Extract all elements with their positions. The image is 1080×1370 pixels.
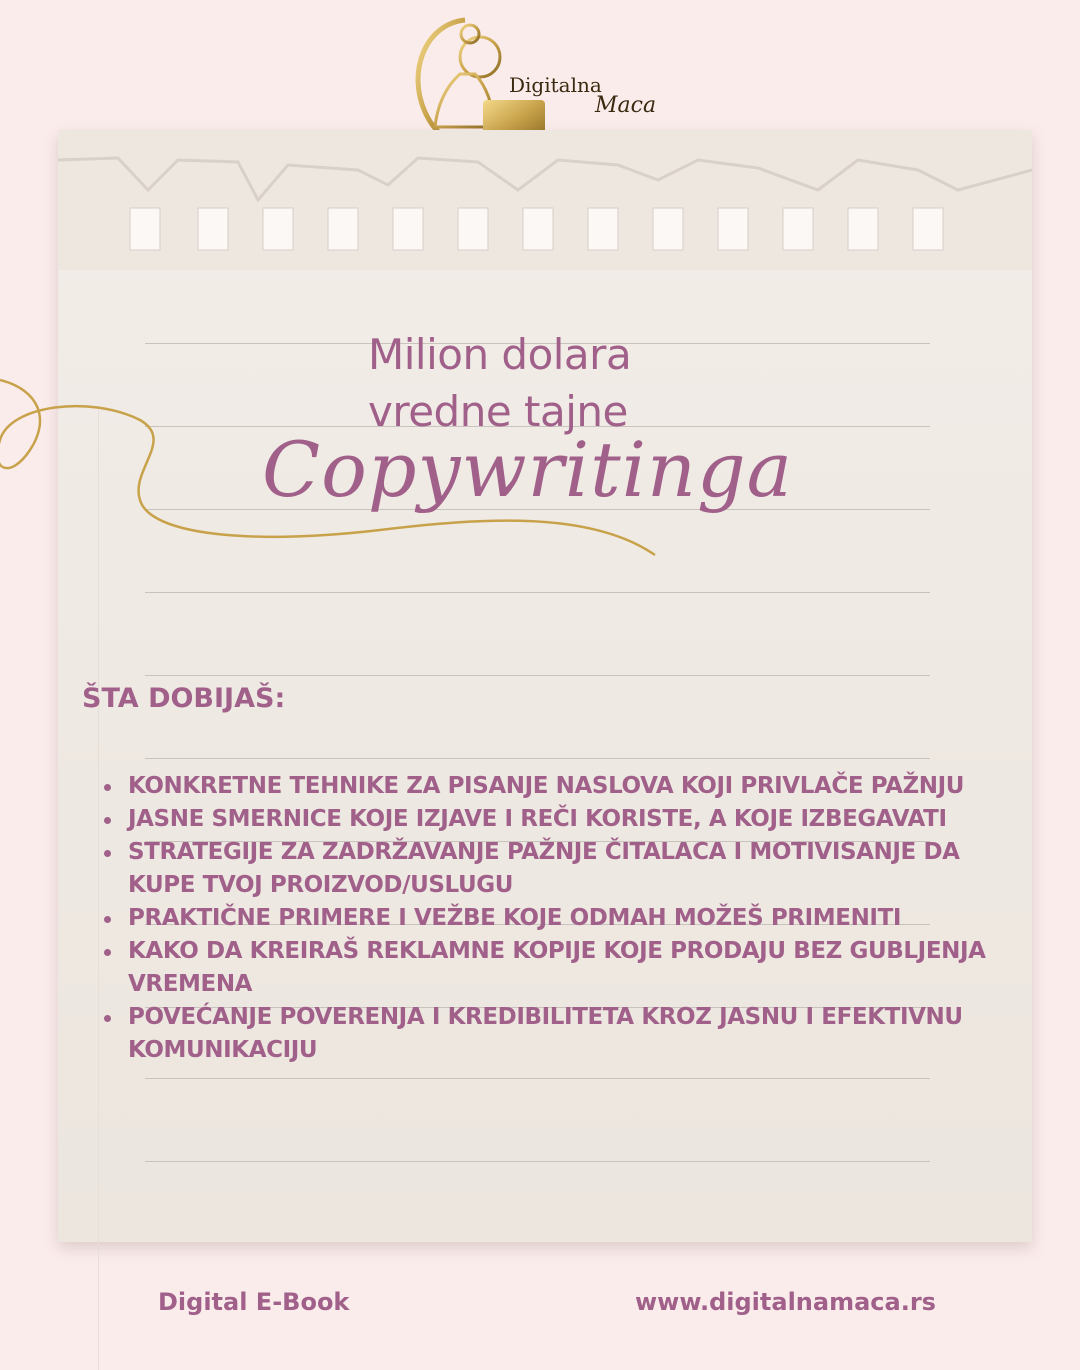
footer-website-link[interactable]: www.digitalnamaca.rs [635, 1288, 936, 1316]
ruled-line [145, 675, 930, 676]
title-script: Copywritinga [262, 425, 793, 514]
list-item: JASNE SMERNICE KOJE IZJAVE I REČI KORISTE, A KOJE IZBEGAVATI [100, 803, 1000, 836]
list-item: PRAKTIČNE PRIMERE I VEŽBE KOJE ODMAH MOŽEŠ PRIMENITI [100, 902, 1000, 935]
ruled-line [145, 592, 930, 593]
benefits-list [100, 770, 1000, 1067]
ruled-line [145, 1161, 930, 1162]
torn-paper-edge [58, 130, 1032, 270]
title-line-2: vredne tajne [368, 387, 628, 436]
list-item: KAKO DA KREIRAŠ REKLAMNE KOPIJE KOJE PRODAJU BEZ GUBLJENJA VREMENA [100, 935, 1000, 1001]
section-heading: ŠTA DOBIJAŠ: [82, 683, 286, 714]
footer-product-label: Digital E-Book [158, 1288, 350, 1316]
ruled-line [145, 1078, 930, 1079]
ruled-line [145, 758, 930, 759]
list-item: STRATEGIJE ZA ZADRŽAVANJE PAŽNJE ČITALACA I MOTIVISANJE DA KUPE TVOJ PROIZVOD/USLUGU [100, 836, 1000, 902]
title-line-1: Milion dolara [368, 330, 632, 379]
list-item: KONKRETNE TEHNIKE ZA PISANJE NASLOVA KOJI PRIVLAČE PAŽNJU [100, 770, 1000, 803]
list-item: POVEĆANJE POVERENJA I KREDIBILITETA KROZ JASNU I EFEKTIVNU KOMUNIKACIJU [100, 1001, 1000, 1067]
logo-text-script: Maca [595, 93, 657, 118]
logo-text-top: Digitalna [509, 73, 602, 97]
